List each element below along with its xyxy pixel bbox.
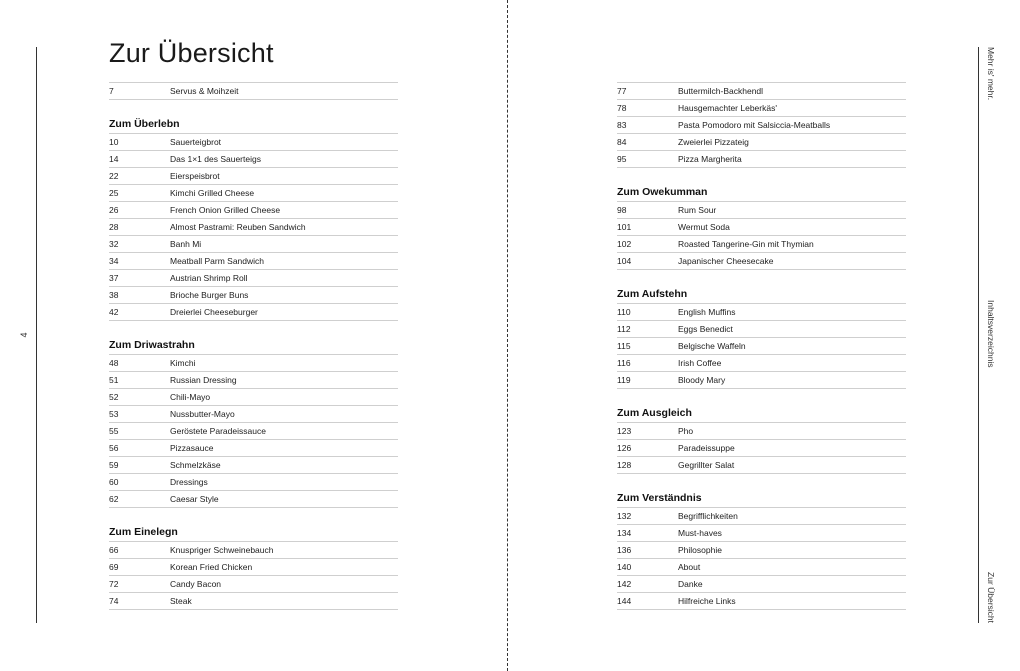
toc-entry-title: Chili-Mayo xyxy=(170,392,211,402)
toc-entry-page: 32 xyxy=(109,239,119,249)
side-tab-inhaltsverzeichnis[interactable]: Inhaltsverzeichnis xyxy=(986,300,996,368)
toc-entry-page: 110 xyxy=(617,307,631,317)
toc-entry[interactable] xyxy=(617,593,906,610)
toc-entry-page: 142 xyxy=(617,579,632,589)
toc-right-column xyxy=(617,82,906,610)
section-heading-zum-driwastrahn: Zum Driwastrahn xyxy=(109,339,195,351)
toc-entry[interactable] xyxy=(617,303,906,321)
toc-entry[interactable] xyxy=(109,559,398,576)
toc-entry-page: 56 xyxy=(109,443,119,453)
toc-entry-title: Gegrillter Salat xyxy=(678,460,735,470)
section-heading-zum-einelegn: Zum Einelegn xyxy=(109,526,178,538)
toc-entry[interactable] xyxy=(109,219,398,236)
toc-entry-page: 42 xyxy=(109,307,119,317)
toc-entry-title: Caesar Style xyxy=(170,494,219,504)
toc-entry-page: 25 xyxy=(109,188,119,198)
toc-entry[interactable] xyxy=(109,593,398,610)
toc-entry[interactable] xyxy=(617,542,906,559)
section-heading-zum-verstaendnis: Zum Verständnis xyxy=(617,492,702,504)
toc-entry-title: About xyxy=(678,562,701,572)
toc-entry-page: 74 xyxy=(109,596,119,606)
toc-entry[interactable] xyxy=(109,133,398,151)
toc-entry-title: Candy Bacon xyxy=(170,579,222,589)
toc-entry[interactable] xyxy=(109,287,398,304)
toc-entry-page: 59 xyxy=(109,460,119,470)
toc-entry[interactable] xyxy=(109,406,398,423)
toc-entry-title: Pasta Pomodoro mit Salsiccia-Meatballs xyxy=(678,120,831,130)
toc-entry-page: 102 xyxy=(617,239,632,249)
toc-entry[interactable] xyxy=(617,151,906,168)
toc-entry-page: 72 xyxy=(109,579,119,589)
toc-entry[interactable] xyxy=(109,202,398,219)
toc-entry[interactable] xyxy=(109,236,398,253)
toc-entry[interactable] xyxy=(109,576,398,593)
toc-entry[interactable] xyxy=(617,236,906,253)
toc-entry-title: Rum Sour xyxy=(678,205,717,215)
side-tab-mehr[interactable]: Mehr is' mehr. xyxy=(986,47,996,101)
toc-entry[interactable] xyxy=(109,474,398,491)
toc-entry-page: 34 xyxy=(109,256,119,266)
toc-entry[interactable] xyxy=(617,338,906,355)
toc-entry[interactable] xyxy=(617,117,906,134)
toc-entry[interactable] xyxy=(617,457,906,474)
toc-entry-title: Geröstete Paradeissauce xyxy=(170,426,266,436)
toc-entry[interactable] xyxy=(617,507,906,525)
toc-entry[interactable] xyxy=(617,525,906,542)
toc-entry-title: Dressings xyxy=(170,477,208,487)
toc-entry[interactable] xyxy=(109,440,398,457)
toc-entry-title: Das 1×1 des Sauerteigs xyxy=(170,154,261,164)
toc-entry-page: 10 xyxy=(109,137,119,147)
toc-entry-page: 134 xyxy=(617,528,632,538)
toc-entry[interactable] xyxy=(109,423,398,440)
toc-entry-page: 55 xyxy=(109,426,119,436)
toc-entry-page: 140 xyxy=(617,562,632,572)
toc-entry-title: Almost Pastrami: Reuben Sandwich xyxy=(170,222,306,232)
toc-entry[interactable] xyxy=(617,559,906,576)
toc-entry-page: 101 xyxy=(617,222,632,232)
toc-entry-title: Meatball Parm Sandwich xyxy=(170,256,265,266)
toc-entry-title: Wermut Soda xyxy=(678,222,730,232)
left-margin-rule xyxy=(36,47,37,623)
toc-entry-page: 28 xyxy=(109,222,119,232)
toc-entry[interactable] xyxy=(109,354,398,372)
toc-entry[interactable] xyxy=(109,270,398,287)
section-heading-zum-ausgleich: Zum Ausgleich xyxy=(617,407,692,419)
toc-entry-title: Kimchi Grilled Cheese xyxy=(170,188,255,198)
toc-entry-page: 7 xyxy=(109,86,114,96)
toc-entry-page: 53 xyxy=(109,409,119,419)
toc-entry-title: Hilfreiche Links xyxy=(678,596,736,606)
toc-entry-title: Bloody Mary xyxy=(678,375,726,385)
toc-entry-page: 77 xyxy=(617,86,627,96)
toc-entry[interactable] xyxy=(617,321,906,338)
toc-entry-page: 51 xyxy=(109,375,119,385)
toc-entry-page: 98 xyxy=(617,205,627,215)
book-spine-divider xyxy=(507,0,508,671)
toc-entry-title: Danke xyxy=(678,579,703,589)
toc-entry[interactable] xyxy=(617,372,906,389)
right-margin-rule xyxy=(978,47,979,623)
toc-entry-title: Irish Coffee xyxy=(678,358,722,368)
toc-entry-title: Pizza Margherita xyxy=(678,154,742,164)
toc-entry-page: 128 xyxy=(617,460,632,470)
toc-entry-page: 62 xyxy=(109,494,119,504)
toc-entry[interactable] xyxy=(109,253,398,270)
toc-entry-title: English Muffins xyxy=(678,307,736,317)
toc-entry[interactable] xyxy=(109,185,398,202)
toc-entry-title: Japanischer Cheesecake xyxy=(678,256,774,266)
toc-entry[interactable] xyxy=(617,576,906,593)
toc-entry-page: 144 xyxy=(617,596,632,606)
toc-entry-page: 66 xyxy=(109,545,119,555)
toc-entry-page: 38 xyxy=(109,290,119,300)
toc-entry[interactable] xyxy=(109,457,398,474)
toc-entry-page: 52 xyxy=(109,392,119,402)
toc-entry-title: Philosophie xyxy=(678,545,722,555)
toc-entry-title: Eierspeisbrot xyxy=(170,171,220,181)
toc-entry-page: 78 xyxy=(617,103,627,113)
toc-entry-title: Austrian Shrimp Roll xyxy=(170,273,248,283)
toc-entry-title: Zweierlei Pizzateig xyxy=(678,137,749,147)
side-tab-zur-uebersicht[interactable]: Zur Übersicht xyxy=(986,572,996,624)
toc-entry-title: Steak xyxy=(170,596,192,606)
toc-entry-title: Pho xyxy=(678,426,694,436)
toc-entry-title: Buttermilch-Backhendl xyxy=(678,86,764,96)
toc-entry[interactable] xyxy=(617,355,906,372)
toc-entry[interactable] xyxy=(109,541,398,559)
toc-entry-title: Korean Fried Chicken xyxy=(170,562,253,572)
toc-entry-title: Belgische Waffeln xyxy=(678,341,746,351)
toc-entry[interactable] xyxy=(109,304,398,321)
toc-entry-page: 136 xyxy=(617,545,632,555)
toc-entry-title: Schmelzkäse xyxy=(170,460,221,470)
toc-entry-title: Paradeissuppe xyxy=(678,443,735,453)
toc-entry-title: French Onion Grilled Cheese xyxy=(170,205,281,215)
page-title: Zur Übersicht xyxy=(109,38,274,68)
toc-entry[interactable] xyxy=(109,372,398,389)
toc-entry-title: Must-haves xyxy=(678,528,722,538)
toc-entry-title: Roasted Tangerine-Gin mit Thymian xyxy=(678,239,814,249)
toc-entry-title: Banh Mi xyxy=(170,239,202,249)
toc-entry-page: 95 xyxy=(617,154,627,164)
toc-entry[interactable] xyxy=(617,422,906,440)
toc-entry-title: Eggs Benedict xyxy=(678,324,733,334)
toc-entry-title: Begrifflichkeiten xyxy=(678,511,738,521)
toc-entry-page: 126 xyxy=(617,443,632,453)
toc-entry-title: Brioche Burger Buns xyxy=(170,290,249,300)
toc-entry[interactable] xyxy=(109,389,398,406)
toc-entry[interactable] xyxy=(617,134,906,151)
section-heading-zum-ueberlebn: Zum Überlebn xyxy=(109,118,180,130)
toc-entry-page: 83 xyxy=(617,120,627,130)
toc-entry-page: 48 xyxy=(109,358,119,368)
toc-entry-page: 26 xyxy=(109,205,119,215)
toc-entry-page: 116 xyxy=(617,358,631,368)
toc-entry-title: Sauerteigbrot xyxy=(170,137,222,147)
toc-entry-title: Nussbutter-Mayo xyxy=(170,409,235,419)
toc-entry-page: 104 xyxy=(617,256,632,266)
toc-entry-title: Pizzasauce xyxy=(170,443,214,453)
toc-entry-page: 37 xyxy=(109,273,119,283)
toc-entry-page: 132 xyxy=(617,511,632,521)
toc-entry-page: 69 xyxy=(109,562,119,572)
toc-entry-page: 112 xyxy=(617,324,631,334)
toc-entry-page: 14 xyxy=(109,154,119,164)
toc-entry[interactable] xyxy=(109,491,398,508)
toc-entry-title: Dreierlei Cheeseburger xyxy=(170,307,258,317)
toc-entry-page: 119 xyxy=(617,375,631,385)
toc-entry[interactable] xyxy=(617,100,906,117)
toc-entry-page: 22 xyxy=(109,171,119,181)
toc-left-column xyxy=(109,82,398,610)
toc-entry-title: Hausgemachter Leberkäs' xyxy=(678,103,777,113)
toc-entry[interactable] xyxy=(109,168,398,185)
page-number: 4 xyxy=(19,332,29,338)
toc-entry-title: Russian Dressing xyxy=(170,375,237,385)
section-heading-zum-owekumman: Zum Owekumman xyxy=(617,186,708,198)
toc-entry[interactable] xyxy=(617,440,906,457)
toc-entry-title: Knuspriger Schweinebauch xyxy=(170,545,274,555)
toc-entry-page: 123 xyxy=(617,426,632,436)
toc-entry[interactable] xyxy=(109,151,398,168)
section-heading-zum-aufstehn: Zum Aufstehn xyxy=(617,288,688,300)
toc-entry-page: 115 xyxy=(617,341,631,351)
toc-entry[interactable] xyxy=(617,253,906,270)
toc-entry-page: 60 xyxy=(109,477,119,487)
toc-entry[interactable] xyxy=(617,82,906,100)
toc-entry[interactable] xyxy=(617,201,906,219)
toc-entry[interactable] xyxy=(617,219,906,236)
toc-entry-page: 84 xyxy=(617,137,627,147)
toc-entry-title: Kimchi xyxy=(170,358,196,368)
toc-entry[interactable] xyxy=(109,82,398,100)
toc-entry-title: Servus & Moihzeit xyxy=(170,86,239,96)
